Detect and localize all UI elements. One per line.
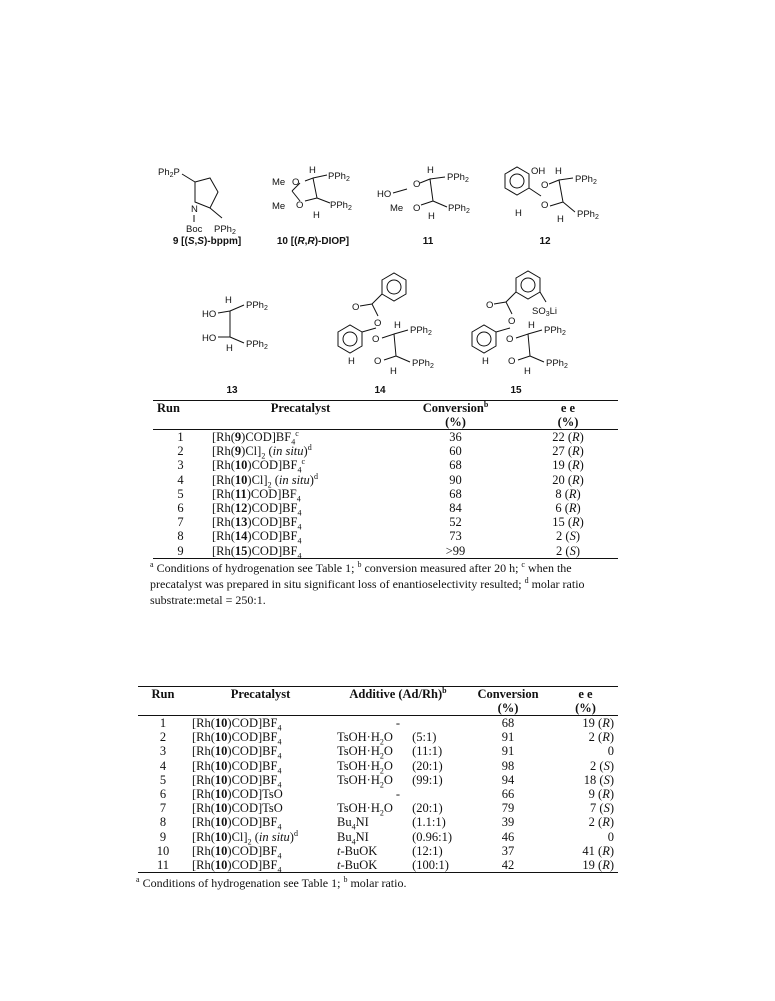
table-row (138, 730, 618, 744)
svg-text:SO3Li: $SO_3Li$ (532, 306, 558, 318)
svg-text:H: H (225, 295, 232, 306)
table-row (153, 529, 618, 543)
conversion-cell: 73 (449, 529, 462, 544)
conversion-cell: 52 (449, 515, 462, 530)
table-row (138, 744, 618, 758)
svg-text:H: H (394, 320, 401, 331)
run-cell: 10 (156, 843, 170, 858)
ee-cell: 6 (R) (555, 501, 581, 516)
run-cell: 9 (159, 829, 167, 844)
svg-text:Me: Me (272, 201, 286, 212)
ee-cell: 0 (607, 744, 614, 759)
svg-text:Ph2P: $Ph_2P$ (158, 167, 180, 179)
svg-text:H: H (515, 208, 522, 219)
precatalyst-cell: [Rh(10)COD]TsO (192, 787, 283, 802)
svg-text:O: O (486, 300, 494, 311)
ee-cell: 27 (R) (552, 444, 584, 459)
svg-text:N: N (191, 204, 198, 215)
table-2 (138, 686, 618, 873)
run-cell: 3 (159, 744, 167, 759)
conversion-cell: 79 (501, 801, 515, 816)
svg-text:PPh2: PPh$_2$ (328, 171, 350, 183)
svg-text:HO: HO (202, 333, 217, 344)
svg-text:PPh2: PPh$_2$ (448, 203, 470, 215)
precatalyst-cell: $[Rh(10)Cl]_2$ (in situ)$^d$ (192, 828, 298, 847)
structure-11 (375, 163, 485, 233)
structure-10-diop (265, 163, 365, 233)
svg-text:Boc: Boc (186, 224, 203, 235)
ee-cell: 2 (S) (556, 543, 580, 558)
conversion-cell: 84 (449, 501, 462, 516)
run-cell: 7 (159, 801, 167, 816)
structure-12-label: 12 (539, 236, 551, 247)
svg-text:O: O (352, 302, 360, 313)
svg-text:Me: Me (272, 177, 286, 188)
t2-header-precatalyst: Precatalyst (230, 687, 291, 701)
table-row (138, 801, 618, 815)
svg-text:PPh2: PPh$_2$ (246, 339, 268, 351)
table-row (138, 815, 618, 829)
svg-text:O: O (374, 356, 382, 367)
conversion-cell: >99 (445, 543, 466, 558)
structure-12 (495, 160, 615, 232)
conversion-cell: 91 (501, 730, 515, 745)
precatalyst-cell: $[Rh(9)COD]BF_4^c$ (212, 428, 299, 447)
svg-text:PPh2: PPh$_2$ (546, 358, 568, 370)
svg-text:H: H (226, 343, 233, 354)
ee-cell: 2 (R) (588, 730, 614, 745)
conversion-cell: 98 (501, 758, 515, 773)
svg-text:O: O (296, 200, 304, 211)
svg-text:H: H (348, 356, 355, 367)
precatalyst-cell: $[Rh(9)Cl]_2$ (in situ)$^d$ (212, 443, 312, 461)
svg-text:O: O (508, 356, 516, 367)
svg-text:PPh2: PPh$_2$ (412, 358, 434, 370)
precatalyst-cell: $[Rh(13)COD]BF_4$ (212, 515, 302, 532)
conversion-cell: 66 (501, 787, 515, 802)
precatalyst-cell: $[Rh(10)COD]BF_4$ (192, 815, 282, 832)
t2-header-ee: e e (578, 687, 593, 701)
svg-text:O: O (506, 334, 514, 345)
svg-text:H: H (309, 165, 316, 176)
svg-text:H: H (428, 211, 435, 222)
structure-9-label: 9 [(S,S)-bppm] (172, 236, 242, 247)
svg-text:O: O (541, 200, 549, 211)
structure-14-label: 14 (374, 385, 386, 396)
additive-cell: $TsOH\cdot H_2O$ (11:1) (337, 744, 443, 761)
ee-cell: 0 (607, 829, 614, 844)
ee-cell: 18 (S) (583, 772, 614, 787)
t2-header-conversion-unit: (%) (497, 701, 519, 715)
run-cell: 4 (177, 472, 184, 487)
structure-11-label: 11 (422, 236, 434, 247)
table-row (153, 501, 618, 515)
table-row (153, 473, 618, 487)
ee-cell: 22 (R) (552, 430, 584, 444)
ee-cell: 2 (R) (588, 815, 614, 830)
svg-text:PPh2: PPh$_2$ (575, 174, 597, 186)
precatalyst-cell: $[Rh(10)Cl]_2$ (in situ)$^d$ (212, 471, 318, 490)
svg-text:O: O (541, 180, 549, 191)
svg-text:O: O (413, 179, 421, 190)
precatalyst-cell: [Rh(10)COD]TsO (192, 801, 283, 816)
ee-cell: 2 (S) (590, 758, 614, 773)
conversion-cell: 36 (449, 430, 462, 444)
svg-text:H: H (313, 210, 320, 221)
ee-cell: 15 (R) (552, 515, 584, 530)
structure-13 (200, 293, 290, 363)
precatalyst-cell: $[Rh(10)COD]BF_4$ (192, 730, 282, 747)
svg-text:O: O (413, 203, 421, 214)
conversion-cell: 68 (449, 486, 462, 501)
table-row (153, 487, 618, 501)
table-row (138, 759, 618, 773)
conversion-cell: 37 (501, 843, 515, 858)
svg-text:PPh2: PPh$_2$ (410, 325, 432, 337)
precatalyst-cell: $[Rh(15)COD]BF_4$ (212, 543, 302, 561)
svg-text:PPh2: PPh$_2$ (544, 325, 566, 337)
svg-text:H: H (524, 366, 531, 377)
conversion-cell: 91 (501, 744, 515, 759)
ee-cell: 9 (R) (588, 787, 614, 802)
conversion-cell: 90 (449, 472, 462, 487)
precatalyst-cell: $[Rh(12)COD]BF_4$ (212, 501, 302, 518)
conversion-cell: 42 (501, 858, 515, 873)
svg-text:H: H (555, 166, 562, 177)
t1-header-conversion-unit: (%) (445, 415, 466, 429)
run-cell: 3 (177, 458, 184, 473)
table-row (138, 858, 618, 873)
precatalyst-cell: $[Rh(10)COD]BF_4$ (192, 758, 282, 776)
table-row (153, 458, 618, 472)
run-cell: 4 (159, 758, 167, 773)
svg-text:H: H (557, 214, 564, 225)
run-cell: 2 (177, 444, 184, 459)
t2-header-ee-unit: (%) (575, 701, 596, 715)
structure-15-label: 15 (510, 385, 522, 396)
conversion-cell: 60 (449, 444, 462, 459)
conversion-cell: 68 (449, 458, 462, 473)
svg-text:HO: HO (202, 309, 217, 320)
svg-text:O: O (374, 318, 382, 329)
svg-text:Me: Me (390, 203, 404, 214)
t2-header-run: Run (151, 687, 175, 701)
additive-cell: $TsOH\cdot H_2O$ (99:1) (337, 772, 443, 790)
additive-cell: $TsOH\cdot H_2O$ (20:1) (337, 801, 443, 818)
t1-header-ee-unit: (%) (557, 415, 579, 429)
svg-text:HO: HO (377, 189, 392, 200)
additive-cell: $Bu_4NI$ (1.1:1) (337, 815, 446, 832)
table-row (153, 544, 618, 559)
table-row (138, 830, 618, 844)
additive-cell: t-BuOK (12:1) (337, 843, 443, 858)
conversion-cell: 46 (501, 829, 515, 844)
ee-cell: 8 (R) (555, 486, 581, 501)
additive-cell: - (395, 716, 401, 730)
run-cell: 8 (177, 529, 184, 544)
conversion-cell: 68 (501, 716, 515, 730)
precatalyst-cell: $[Rh(11)COD]BF_4$ (212, 486, 301, 504)
additive-cell: - (395, 787, 401, 802)
svg-text:OH: OH (531, 166, 546, 177)
t1-header-precatalyst: Precatalyst (270, 401, 331, 415)
run-cell: 8 (159, 815, 167, 830)
svg-text:H: H (390, 366, 397, 377)
structure-15 (460, 268, 610, 380)
conversion-cell: 94 (501, 772, 515, 787)
additive-cell: $TsOH\cdot H_2O$ (5:1) (337, 730, 437, 747)
svg-text:H: H (482, 356, 489, 367)
precatalyst-cell: $[Rh(14)COD]BF_4$ (212, 529, 302, 546)
run-cell: 7 (177, 515, 184, 530)
additive-cell: $TsOH\cdot H_2O$ (20:1) (337, 758, 443, 776)
run-cell: 6 (159, 787, 167, 802)
ee-cell: 19 (R) (582, 858, 614, 873)
svg-text:PPh2: PPh$_2$ (246, 300, 268, 312)
svg-text:H: H (427, 165, 434, 176)
svg-text:H: H (528, 320, 535, 331)
run-cell: 6 (177, 501, 184, 516)
structure-13-label: 13 (226, 385, 238, 396)
ee-cell: 7 (S) (590, 801, 614, 816)
t2-header-additive: Additive $(Ad/Rh)^b$ (349, 685, 447, 701)
precatalyst-cell: $[Rh(10)COD]BF_4$ (192, 772, 282, 790)
precatalyst-cell: $[Rh(10)COD]BF_4^c$ (212, 457, 305, 475)
table-row (138, 787, 618, 801)
run-cell: 1 (159, 716, 167, 730)
table-2-footnote: $^a$ Conditions of hydrogenation see Table 1; $^b$ molar ratio. (136, 875, 407, 890)
run-cell: 1 (177, 430, 184, 444)
svg-text:PPh2: PPh$_2$ (330, 200, 352, 212)
additive-cell: $Bu_4NI$ (0.96:1) (337, 829, 453, 847)
ee-cell: 20 (R) (552, 472, 584, 487)
svg-text:O: O (372, 334, 380, 345)
table-row (138, 844, 618, 858)
ee-cell: 19 (R) (582, 716, 614, 730)
run-cell: 2 (159, 730, 167, 745)
run-cell: 9 (177, 543, 184, 558)
conversion-cell: 39 (501, 815, 515, 830)
svg-text:O: O (292, 177, 300, 188)
additive-cell: t-BuOK (100:1) (337, 858, 449, 873)
t1-header-conversion: Conversion$^b$ (422, 399, 489, 415)
table-row (138, 716, 618, 731)
precatalyst-cell: $[Rh(10)COD]BF_4$ (192, 716, 282, 733)
table-row (138, 773, 618, 787)
svg-text:PPh2: PPh$_2$ (447, 172, 469, 184)
table-1 (153, 400, 618, 559)
t2-header-conversion: Conversion (477, 687, 539, 701)
run-cell: 5 (177, 486, 184, 501)
svg-text:O: O (508, 316, 516, 327)
t1-header-run: Run (157, 401, 180, 415)
table-row (153, 430, 618, 445)
ee-cell: 19 (R) (552, 458, 584, 473)
precatalyst-cell: $[Rh(10)COD]BF_4$ (192, 744, 282, 761)
ee-cell: 2 (S) (556, 529, 580, 544)
structure-9-bppm (150, 160, 250, 236)
run-cell: 11 (156, 858, 170, 873)
precatalyst-cell: $[Rh(10)COD]BF_4$ (192, 858, 282, 875)
structure-10-label: 10 [(R,R)-DIOP] (276, 236, 350, 247)
t1-header-ee: e e (560, 401, 576, 415)
precatalyst-cell: $[Rh(10)COD]BF_4$ (192, 843, 282, 861)
run-cell: 5 (159, 772, 167, 787)
table-row (153, 444, 618, 458)
ee-cell: 41 (R) (582, 843, 614, 858)
structure-14 (330, 270, 470, 380)
table-row (153, 515, 618, 529)
svg-text:PPh2: PPh$_2$ (214, 224, 236, 236)
svg-text:PPh2: PPh$_2$ (577, 209, 599, 221)
table-1-footnote: $^a$ Conditions of hydrogenation see Table 1; $^b$ conversion measured after 20 h; $^c$ when the precatalyst was prepared in situ significant loss of enantioselectivity resulted; $^d$ molar ratio substrate:metal = 250:1. (150, 560, 585, 607)
